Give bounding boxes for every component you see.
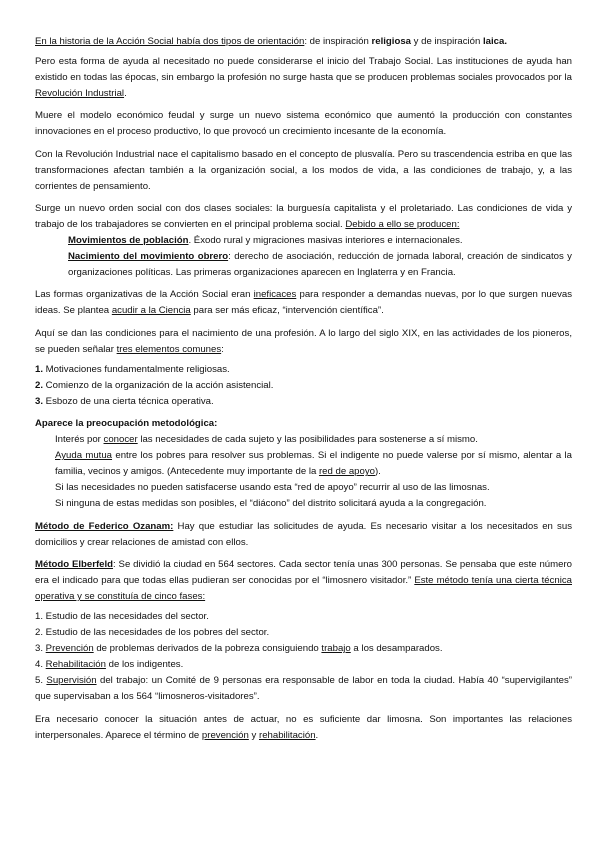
debido-link: Debido a ello se producen: — [345, 218, 460, 230]
document-page — [35, 34, 572, 750]
closing-paragraph: Era necesario conocer la situación antes de actuar, no es suficiente dar limosna. Son importantes las relaciones interpersonales. Aparece el término de prevención y rehabilitación. — [35, 713, 572, 741]
metodo-line-1: Interés por conocer las necesidades de cada sujeto y las posibilidades para sostenerse a sí mismo. — [55, 434, 478, 446]
list-item: 2. Comienzo de la organización de la acción asistencial. — [35, 379, 274, 391]
paragraph-capitalismo: Con la Revolución Industrial nace el capitalismo basado en el concepto de plusvalía. Pero su trascendencia estriba en que las transformaciones afectan también a la organización social, a los modos de vida, a las condiciones de trabajo, y, a las corrientes de pensamiento. — [35, 148, 572, 192]
elberfeld-paragraph: Método Elberfeld: Se dividió la ciudad en 564 sectores. Cada sector tenía unas 300 personas. Se pensaba que este número era el indicado para que todas ellas pudieran ser conocidas por el “limosnero visitador.” Este método tenía una cierta técnica operativa y se constituía de cinco fases: — [35, 558, 572, 602]
movimientos-poblacion: Movimientos de población. Éxodo rural y migraciones masivas interiores e internacionales. — [68, 235, 463, 247]
metodo-line-4: Si ninguna de estas medidas son posibles, el “diácono” del distrito solicitará ayuda a la congregación. — [55, 498, 487, 510]
list-item: 3. Prevención de problemas derivados de la pobreza consiguiendo trabajo a los desamparados. — [35, 643, 443, 655]
paragraph-feudal: Muere el modelo económico feudal y surge un nuevo sistema económico que aumentó la producción con constantes innovaciones en el proceso productivo, lo que provocó un crecimiento incesante de la economía. — [35, 110, 572, 138]
ozanam-paragraph: Método de Federico Ozanam: Hay que estudiar las solicitudes de ayuda. Es necesario visitar a los necesitados en sus domicilios y crear relaciones de amistad con ellos. — [35, 520, 572, 548]
intro-paragraph: En la historia de la Acción Social había dos tipos de orientación: de inspiración religiosa y de inspiración laica. — [35, 36, 508, 47]
list-item: 1. Estudio de las necesidades del sector. — [35, 611, 209, 622]
list-item: 1. Motivaciones fundamentalmente religiosas. — [35, 363, 230, 375]
list-item: 2. Estudio de las necesidades de los pobres del sector. — [35, 627, 270, 639]
movimiento-obrero: Nacimiento del movimiento obrero: derecho de asociación, reducción de jornada laboral, creación de sindicatos y organizaciones políticas. Las primeras organizaciones aparecen en Inglaterra y en Francia. — [68, 251, 572, 279]
fases-list — [35, 609, 572, 706]
metodo-line-2: Ayuda mutua entre los pobres para resolver sus problemas. Si el indigente no puede valerse por sí mismo, alentar a la familia, vecinos y amigos. (Antecedente muy importante de la red de apoyo). — [55, 450, 573, 478]
elementos-list — [35, 362, 572, 410]
metodo-line-3: Si las necesidades no pueden satisfacerse usando esta “red de apoyo” recurrir al uso de las limosnas. — [55, 482, 490, 494]
paragraph-nuevo-orden: Surge un nuevo orden social con dos clases sociales: la burguesía capitalista y el proletariado. Las condiciones de vida y trabajo de los trabajadores se convierten en el principal problema social. Debido a ello se producen: — [35, 202, 572, 230]
list-item: 3. Esbozo de una cierta técnica operativa. — [35, 395, 214, 407]
list-item: 4. Rehabilitación de los indigentes. — [35, 659, 184, 671]
paragraph-origin: Pero esta forma de ayuda al necesitado no puede considerarse el inicio del Trabajo Social. Las instituciones de ayuda han existido en todas las épocas, sin embargo la profesión no surge hasta que se producen problemas sociales provocados por la Revolución Industrial. — [35, 56, 572, 100]
intro-heading: En la historia de la Acción Social había dos tipos de orientación — [35, 36, 305, 47]
list-item: 5. Supervisión del trabajo: un Comité de 9 personas era responsable de labor en toda la ciudad. Había 40 “supervigilantes” que supervisaban a los 564 “limosneros-visitadores”. — [35, 675, 572, 703]
revolucion-industrial-link: Revolución Industrial — [35, 88, 125, 100]
paragraph-formas-organizativas: Las formas organizativas de la Acción Social eran ineficaces para responder a demandas nuevas, por lo que surgen nuevas ideas. Se plantea acudir a la Ciencia para ser más eficaz, “intervención científica”. — [35, 289, 573, 317]
paragraph-profesion: Aquí se dan las condiciones para el nacimiento de una profesión. A lo largo del siglo XIX, en las actividades de los pioneros, se pueden señalar tres elementos comunes: — [35, 327, 572, 355]
metodologica-heading: Aparece la preocupación metodológica: — [35, 417, 218, 429]
